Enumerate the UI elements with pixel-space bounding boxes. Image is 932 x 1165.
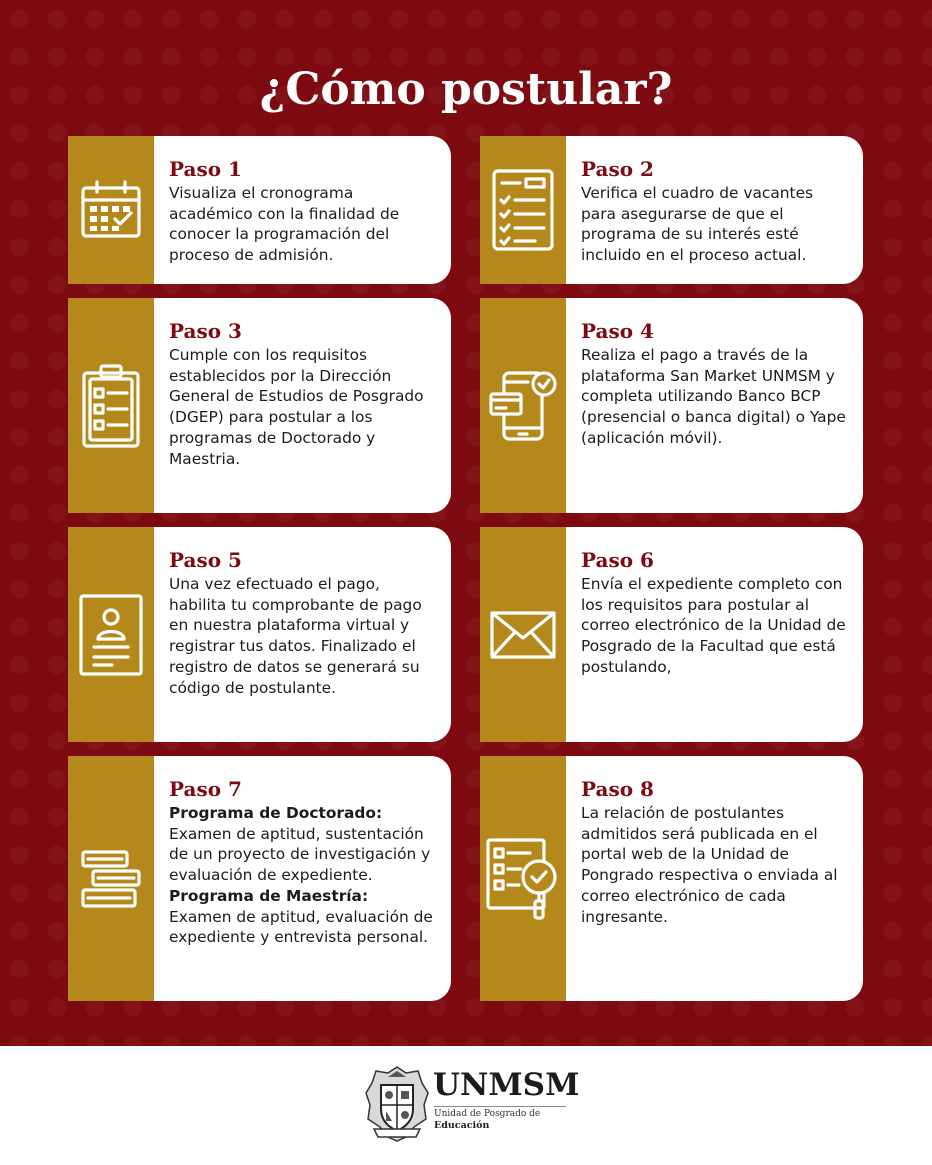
step-card-1 [68,136,451,284]
id-document-icon [78,593,144,677]
step-card-8-icon-panel [480,756,566,1001]
step-description: Cumple con los requisitos establecidos por la Dirección General de Estudios de Posgrado (DGEP) para postular a los programas de Doctorado y Maestria. [169,346,424,468]
step-card-2-content [566,136,863,284]
mobile-payment-icon [488,370,558,442]
step-title: Paso 7 [169,777,242,801]
faculty-name: Educación [434,1120,490,1131]
step-card-5-icon-panel [68,527,154,742]
step-card-1-icon-panel [68,136,154,284]
step-description: La relación de postulantes admitidos será publicada en el portal web de la Unidad de Pongrado respectiva o enviada al correo electrónico de cada ingresante. [581,804,838,926]
step-card-4-content [566,298,863,513]
step-title: Paso 2 [581,157,654,181]
step-title: Paso 8 [581,777,654,801]
calendar-icon [79,178,143,242]
step-card-5 [68,527,451,742]
step-card-2-icon-panel [480,136,566,284]
clipboard-icon [81,363,141,449]
university-crest-logo [362,1063,432,1143]
step-card-5-content [154,527,451,742]
step-title: Paso 6 [581,548,654,572]
step-card-7-icon-panel [68,756,154,1001]
step-card-7-content [154,756,451,1001]
results-search-icon [485,837,561,921]
doctorate-description: Examen de aptitud, sustentación de un proyecto de investigación y evaluación de expediente. [169,824,431,885]
step-title: Paso 1 [169,157,242,181]
step-card-8-content [566,756,863,1001]
step-card-4 [480,298,863,513]
step-card-3 [68,298,451,513]
step-description: Realiza el pago a través de la plataforma San Market UNMSM y completa utilizando Banco BCP (presencial o banca digital) o Yape (aplicación móvil). [581,346,846,447]
step-card-3-content [154,298,451,513]
brand-name: UNMSM [433,1067,580,1103]
step-card-6 [480,527,863,742]
step-card-6-icon-panel [480,527,566,742]
step-card-6-content [566,527,863,742]
masters-subheading: Programa de Maestría: [169,886,369,905]
step-card-2 [480,136,863,284]
step-title: Paso 4 [581,319,654,343]
step-card-4-icon-panel [480,298,566,513]
step-description: Verifica el cuadro de vacantes para asegurarse de que el programa de su interés esté incluido en el proceso actual. [581,184,814,265]
envelope-icon [489,610,557,660]
step-card-7 [68,756,451,1001]
step-card-3-icon-panel [68,298,154,513]
doctorate-subheading: Programa de Doctorado: [169,804,383,822]
unit-name: Unidad de Posgrado de [434,1106,566,1120]
step-title: Paso 5 [169,548,242,572]
step-title: Paso 3 [169,319,242,343]
step-card-1-content [154,136,451,284]
step-description: Envía el expediente completo con los requisitos para postular al correo electrónico de la Unidad de Posgrado de la Facultad que está postulando, [581,575,846,676]
masters-description: Examen de aptitud, evaluación de expediente y entrevista personal. [169,907,433,947]
checklist-icon [491,168,555,252]
step-description: Visualiza el cronograma académico con la finalidad de conocer la programación del proceso de admisión. [169,184,400,265]
books-icon [80,849,142,909]
step-card-8 [480,756,863,1001]
step-description: Una vez efectuado el pago, habilita tu comprobante de pago en nuestra plataforma virtual y registrar tus datos. Finalizado el registro de datos se generará su código de postulante. [169,575,422,697]
page-title: ¿Cómo postular? [259,64,673,115]
